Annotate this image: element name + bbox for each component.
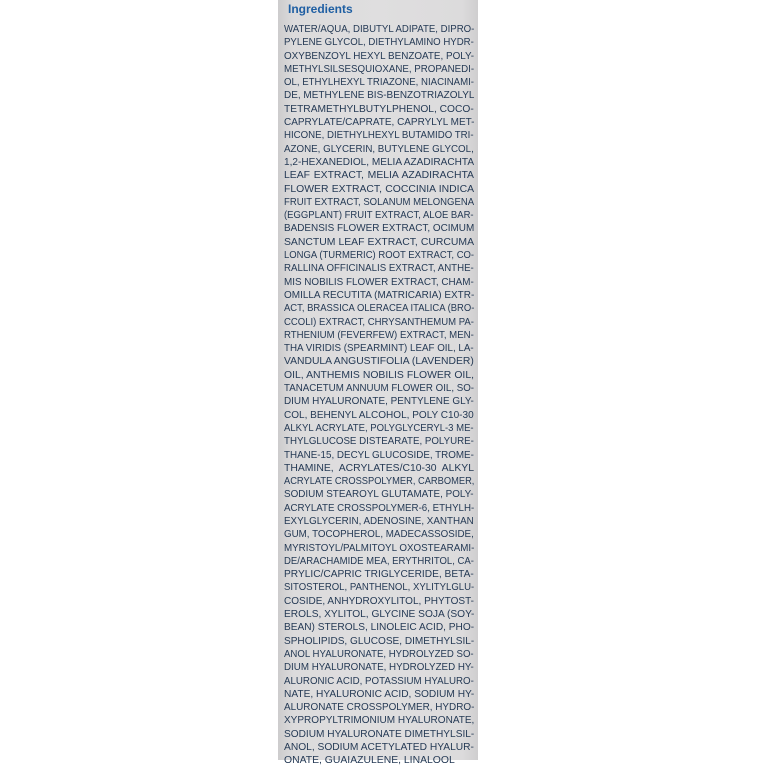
ingredients-heading: Ingredients [288, 2, 353, 16]
ingredient-line: LEAF EXTRACT, MELIA AZADIRACHTA [284, 170, 474, 182]
ingredient-line: 1,2-HEXANEDIOL, MELIA AZADIRACHTA [284, 156, 474, 168]
ingredient-line: PRYLIC/CAPRIC TRIGLYCERIDE, BETA- [284, 569, 474, 581]
ingredient-line: ANOL, SODIUM ACETYLATED HYALUR- [284, 742, 474, 754]
ingredient-line: NATE, HYALURONIC ACID, SODIUM HY- [284, 688, 474, 700]
ingredient-line: OMILLA RECUTITA (MATRICARIA) EXTR- [284, 289, 475, 301]
ingredient-line: TANACETUM ANNUUM FLOWER OIL, SO- [284, 383, 475, 395]
ingredients-label [278, 0, 478, 767]
ingredient-line: ONATE, GUAIAZULENE, LINALOOL [284, 755, 455, 767]
ingredient-line: ANOL HYALURONATE, HYDROLYZED SO- [284, 648, 474, 660]
ingredient-line: RTHENIUM (FEVERFEW) EXTRACT, MEN- [284, 329, 474, 341]
ingredient-line: DIUM HYALURONATE, HYDROLYZED HY- [284, 662, 474, 674]
ingredient-line: FRUIT EXTRACT, SOLANUM MELONGENA [284, 196, 475, 208]
ingredient-line: DIUM HYALURONATE, PENTYLENE GLY- [284, 396, 474, 408]
ingredient-line: SPHOLIPIDS, GLUCOSE, DIMETHYLSIL- [284, 635, 474, 647]
ingredient-line: EXYLGLYCERIN, ADENOSINE, XANTHAN [284, 515, 474, 527]
ingredient-line: MIS NOBILIS FLOWER EXTRACT, CHAM- [284, 276, 474, 288]
ingredient-line: XYPROPYLTRIMONIUM HYALURONATE, [284, 715, 474, 727]
ingredient-line: SANCTUM LEAF EXTRACT, CURCUMA [284, 236, 474, 248]
ingredient-line: PYLENE GLYCOL, DIETHYLAMINO HYDR- [284, 37, 474, 49]
ingredient-line: ALKYL ACRYLATE, POLYGLYCERYL-3 ME- [284, 422, 474, 434]
ingredient-line: THA VIRIDIS (SPEARMINT) LEAF OIL, LA- [284, 343, 474, 355]
ingredient-line: BADENSIS FLOWER EXTRACT, OCIMUM [284, 223, 475, 235]
ingredient-line: CCOLI) EXTRACT, CHRYSANTHEMUM PA- [284, 316, 474, 328]
ingredient-line: BEAN) STEROLS, LINOLEIC ACID, PHO- [284, 622, 474, 634]
ingredient-line: OXYBENZOYL HEXYL BENZOATE, POLY- [284, 50, 474, 62]
ingredient-line: OIL, ANTHEMIS NOBILIS FLOWER OIL, [284, 369, 474, 381]
ingredient-line: CAPRYLATE/CAPRATE, CAPRYLYL MET- [284, 117, 475, 129]
ingredient-line: ACRYLATE CROSSPOLYMER-6, ETHYLH- [284, 502, 475, 514]
ingredient-line: RALLINA OFFICINALIS EXTRACT, ANTHE- [284, 263, 474, 275]
ingredient-line: SITOSTEROL, PANTHENOL, XYLITYLGLU- [284, 582, 474, 594]
ingredient-line: EROLS, XYLITOL, GLYCINE SOJA (SOY- [284, 609, 474, 621]
ingredient-line: DE/ARACHAMIDE MEA, ERYTHRITOL, CA- [284, 555, 474, 567]
ingredient-line: THYLGLUCOSE DISTEARATE, POLYURE- [284, 436, 474, 448]
ingredient-line: SODIUM HYALURONATE DIMETHYLSIL- [284, 728, 474, 740]
ingredients-list [284, 23, 474, 768]
ingredient-line: THANE-15, DECYL GLUCOSIDE, TROME- [284, 449, 474, 461]
ingredient-line: HICONE, DIETHYLHEXYL BUTAMIDO TRI- [284, 130, 474, 142]
ingredient-line: OL, ETHYLHEXYL TRIAZONE, NIACINAMI- [284, 77, 475, 89]
ingredient-line: ALURONATE CROSSPOLYMER, HYDRO- [284, 702, 475, 714]
ingredient-line: AZONE, GLYCERIN, BUTYLENE GLYCOL, [284, 143, 474, 155]
ingredient-line: THAMINE, ACRYLATES/C10-30 ALKYL [284, 462, 474, 474]
ingredient-line: ALURONIC ACID, POTASSIUM HYALURO- [284, 675, 474, 687]
ingredient-line: SODIUM STEAROYL GLUTAMATE, POLY- [284, 489, 474, 501]
ingredient-line: COSIDE, ANHYDROXYLITOL, PHYTOST- [284, 595, 474, 607]
ingredient-line: ACRYLATE CROSSPOLYMER, CARBOMER, [284, 476, 474, 488]
ingredient-line: WATER/AQUA, DIBUTYL ADIPATE, DIPRO- [284, 24, 475, 35]
ingredient-line: LONGA (TURMERIC) ROOT EXTRACT, CO- [284, 250, 474, 262]
ingredient-line: MYRISTOYL/PALMITOYL OXOSTEARAMI- [284, 542, 475, 554]
ingredient-line: FLOWER EXTRACT, COCCINIA INDICA [284, 183, 474, 195]
ingredient-line: DE, METHYLENE BIS-BENZOTRIAZOLYL [284, 90, 475, 102]
ingredient-line: (EGGPLANT) FRUIT EXTRACT, ALOE BAR- [284, 210, 474, 222]
ingredient-line: ACT, BRASSICA OLERACEA ITALICA (BRO- [284, 303, 474, 315]
ingredient-line: TETRAMETHYLBUTYLPHENOL, COCO- [284, 103, 474, 115]
ingredient-line: VANDULA ANGUSTIFOLIA (LAVENDER) [284, 356, 474, 368]
ingredient-line: COL, BEHENYL ALCOHOL, POLY C10-30 [284, 409, 474, 421]
ingredient-line: METHYLSILSESQUIOXANE, PROPANEDI- [284, 63, 475, 75]
ingredient-line: GUM, TOCOPHEROL, MADECASSOSIDE, [284, 529, 474, 541]
